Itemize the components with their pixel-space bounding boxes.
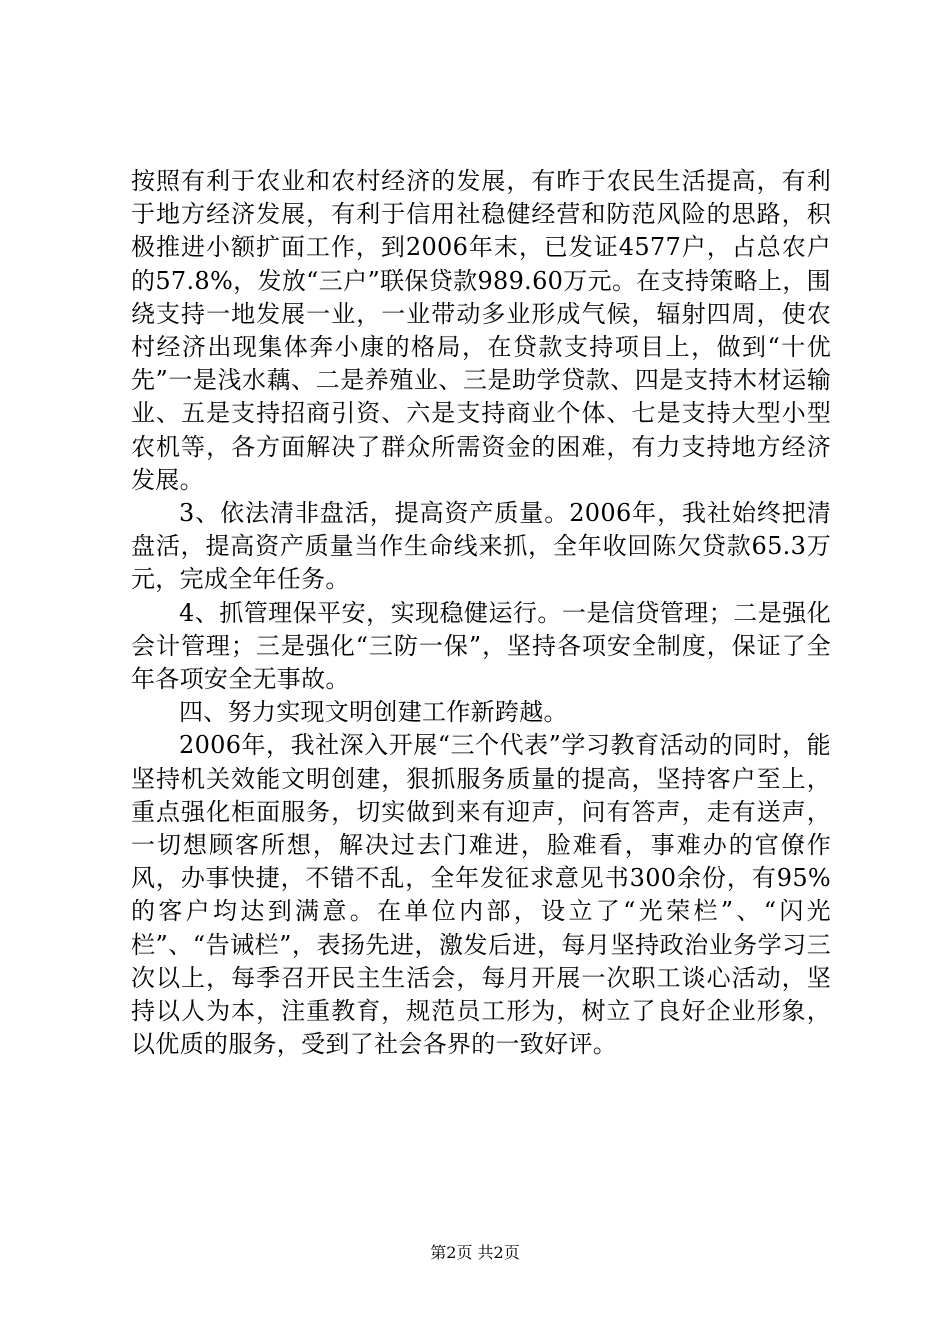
page-footer	[0, 1243, 950, 1263]
paragraph-5: 2006年，我社深入开展“三个代表”学习教育活动的同时，能坚持机关效能文明创建，狠抓服务质量的提高，坚持客户至上，重点强化柜面服务，切实做到来有迎声，问有答声，走有送声，一切想顾客所想，解决过去门难进，脸难看，事难办的官僚作风，办事快捷，不错不乱，全年发征求意见书300余份，有95%的客户均达到满意。在单位内部，设立了“光荣栏”、“闪光栏”、“告诫栏”，表扬先进，激发后进，每月坚持政治业务学习三次以上，每季召开民主生活会，每月开展一次职工谈心活动，坚持以人为本，注重教育，规范员工形为，树立了良好企业形象，以优质的服务，受到了社会各界的一致好评。	[131, 731, 831, 1059]
paragraph-2: 3、依法清非盘活，提高资产质量。2006年，我社始终把清盘活，提高资产质量当作生命线来抓，全年收回陈欠贷款65.3万元，完成全年任务。	[131, 499, 831, 594]
document-body	[131, 165, 831, 1061]
paragraph-1: 按照有利于农业和农村经济的发展，有昨于农民生活提高，有利于地方经济发展，有利于信用社稳健经营和防范风险的思路，积极推进小额扩面工作，到2006年末，已发证4577户，占总农户的57.8%，发放“三户”联保贷款989.60万元。在支持策略上，围绕支持一地发展一业，一业带动多业形成气候，辐射四周，使农村经济出现集体奔小康的格局，在贷款支持项目上，做到“十优先”一是浅水藕、二是养殖业、三是助学贷款、四是支持木材运输业、五是支持招商引资、六是支持商业个体、七是支持大型小型农机等，各方面解决了群众所需资金的困难，有力支持地方经济发展。	[131, 167, 831, 494]
page-number-label: 第2页 共2页	[430, 1243, 520, 1262]
paragraph-4: 四、努力实现文明创建工作新跨越。	[179, 698, 568, 727]
paragraph-3: 4、抓管理保平安，实现稳健运行。一是信贷管理；二是强化会计管理；三是强化“三防一保”，坚持各项安全制度，保证了全年各项安全无事故。	[131, 598, 831, 694]
